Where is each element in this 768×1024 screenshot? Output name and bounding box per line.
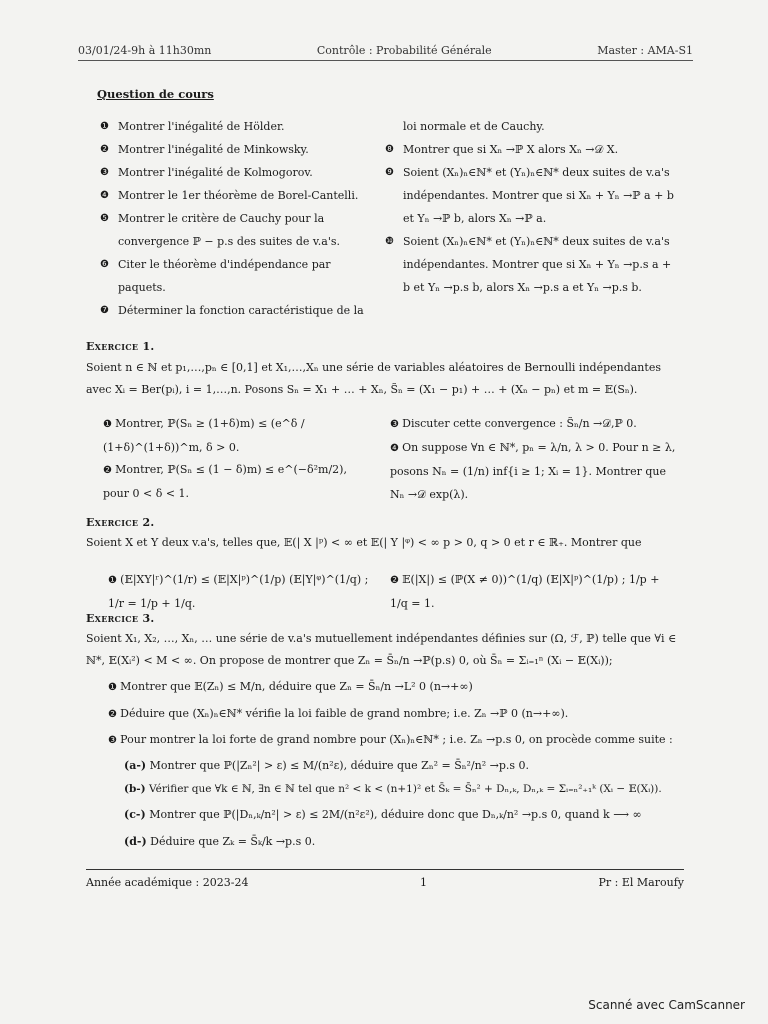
scanner-watermark: Scanné avec CamScanner bbox=[588, 998, 745, 1012]
cours-item: ❶ Montrer l'inégalité de Hölder. bbox=[100, 120, 285, 133]
ex3-part-c: (c-) Montrer que ℙ(|Dₙ,ₖ/n²| > ε) ≤ 2M/(n²ε²), déduire donc que Dₙ,ₖ/n² →p.s 0, quand k ⟶ ∞ bbox=[124, 808, 642, 821]
ex1-question-1: ❶ Montrer, ℙ(Sₙ ≥ (1+δ)m) ≤ (e^δ / (1+δ)^(1+δ))^m, δ > 0. bbox=[103, 417, 305, 454]
footer-divider bbox=[86, 869, 684, 870]
ex1-question-4: ❹ On suppose ∀n ∈ ℕ*, pₙ = λ/n, λ > 0. Pour n ≥ λ, posons Nₙ = (1/n) inf{i ≥ 1; Xᵢ = 1}. Montrer que Nₙ →𝒟 exp(λ). bbox=[390, 441, 676, 501]
cours-item: ❺ Montrer le critère de Cauchy pour la convergence ℙ − p.s des suites de v.a's. bbox=[100, 212, 341, 248]
ex3-question-1: ❶ Montrer que 𝔼(Zₙ) ≤ M/n, déduire que Zₙ = S̄ₙ/n →L² 0 (n→+∞) bbox=[108, 680, 473, 693]
header-divider bbox=[78, 60, 693, 61]
ex3-part-b: (b-) Vérifier que ∀k ∈ ℕ, ∃n ∈ ℕ tel que n² < k < (n+1)² et S̄ₖ = S̄ₙ² + Dₙ,ₖ, Dₙ,ₖ = Σᵢ₌ₙ²₊₁ᵏ (Xᵢ − 𝔼(Xᵢ)). bbox=[124, 783, 662, 795]
ex2-question-2: ❷ 𝔼(|X|) ≤ (ℙ(X ≠ 0))^(1/q) (𝔼|X|ᵖ)^(1/p) ; 1/p + 1/q = 1. bbox=[390, 573, 660, 610]
cours-right-column bbox=[385, 115, 680, 299]
page-footer bbox=[86, 876, 684, 889]
header-date: 03/01/24-9h à 11h30mn bbox=[78, 44, 212, 57]
header-class: Master : AMA-S1 bbox=[597, 44, 693, 57]
cours-item: ❾ Soient (Xₙ)ₙ∈ℕ* et (Yₙ)ₙ∈ℕ* deux suites de v.a's indépendantes. Montrer que si Xₙ + Yₙ →ℙ a + b et Yₙ →ℙ b, alors Xₙ →ℙ a. bbox=[385, 166, 674, 225]
cours-continuation: loi normale et de Cauchy. bbox=[403, 120, 545, 133]
cours-left-column bbox=[100, 115, 365, 322]
cours-item: ❻ Citer le théorème d'indépendance par paquets. bbox=[100, 258, 331, 294]
ex3-title: Exercice 3. bbox=[86, 612, 155, 625]
page-header bbox=[78, 44, 693, 57]
ex1-intro: Soient n ∈ ℕ et p₁,…,pₙ ∈ [0,1] et X₁,…,Xₙ une série de variables aléatoires de Bernoulli indépendantes avec Xᵢ = Ber(pᵢ), i = 1,…,n. Posons Sₙ = X₁ + … + Xₙ, S̃ₙ = (X₁ − p₁) + … + (Xₙ − pₙ) et m = 𝔼(Sₙ). bbox=[86, 361, 661, 396]
ex2-intro: Soient X et Y deux v.a's, telles que, 𝔼(| X |ᵖ) < ∞ et 𝔼(| Y |ᵠ) < ∞ p > 0, q > 0 et r ∈ ℝ₊. Montrer que bbox=[86, 536, 642, 549]
ex3-question-2: ❷ Déduire que (Xₙ)ₙ∈ℕ* vérifie la loi faible de grand nombre; i.e. Zₙ →ℙ 0 (n→+∞). bbox=[108, 707, 569, 720]
cours-item: ❷ Montrer l'inégalité de Minkowsky. bbox=[100, 143, 309, 156]
footer-year: Année académique : 2023-24 bbox=[86, 876, 249, 889]
ex3-question-3: ❸ Pour montrer la loi forte de grand nombre pour (Xₙ)ₙ∈ℕ* ; i.e. Zₙ →p.s 0, on procède comme suite : bbox=[108, 733, 673, 746]
ex3-part-a: (a-) Montrer que ℙ(|Zₙ²| > ε) ≤ M/(n²ε), déduire que Zₙ² = S̄ₙ²/n² →p.s 0. bbox=[124, 759, 529, 772]
cours-item: ❹ Montrer le 1er théorème de Borel-Cantelli. bbox=[100, 189, 359, 202]
ex1-question-3: ❸ Discuter cette convergence : S̃ₙ/n →𝒟,ℙ 0. bbox=[390, 417, 637, 430]
ex2-title: Exercice 2. bbox=[86, 516, 155, 529]
page-number: 1 bbox=[419, 876, 427, 889]
ex2-question-1: ❶ (𝔼|XY|ʳ)^(1/r) ≤ (𝔼|X|ᵖ)^(1/p) (𝔼|Y|ᵠ)^(1/q) ; 1/r = 1/p + 1/q. bbox=[108, 573, 369, 610]
cours-title: Question de cours bbox=[97, 87, 214, 101]
cours-item: ❿ Soient (Xₙ)ₙ∈ℕ* et (Yₙ)ₙ∈ℕ* deux suites de v.a's indépendantes. Montrer que si Xₙ + Yₙ →p.s a + b et Yₙ →p.s b, alors Xₙ →p.s a et Yₙ →p.s b. bbox=[385, 235, 672, 294]
ex3-intro: Soient X₁, X₂, …, Xₙ, … une série de v.a's mutuellement indépendantes définies sur (Ω, ℱ, ℙ) telle que ∀i ∈ ℕ*, 𝔼(Xᵢ²) < M < ∞. On propose de montrer que Zₙ = S̄ₙ/n →ℙ(p.s) 0, où S̄ₙ = Σᵢ₌₁ⁿ (Xᵢ − 𝔼(Xᵢ)); bbox=[86, 632, 677, 667]
cours-item: ❼ Déterminer la fonction caractéristique de la bbox=[100, 304, 364, 317]
cours-item: ❽ Montrer que si Xₙ →ℙ X alors Xₙ →𝒟 X. bbox=[385, 143, 619, 156]
ex3-part-d: (d-) Déduire que Zₖ = S̄ₖ/k →p.s 0. bbox=[124, 835, 316, 848]
ex1-title: Exercice 1. bbox=[86, 340, 155, 353]
footer-professor: Pr : El Maroufy bbox=[598, 876, 684, 889]
ex1-question-2: ❷ Montrer, ℙ(Sₙ ≤ (1 − δ)m) ≤ e^(−δ²m/2), pour 0 < δ < 1. bbox=[103, 463, 347, 500]
cours-item: ❸ Montrer l'inégalité de Kolmogorov. bbox=[100, 166, 313, 179]
header-title: Contrôle : Probabilité Générale bbox=[316, 44, 492, 57]
